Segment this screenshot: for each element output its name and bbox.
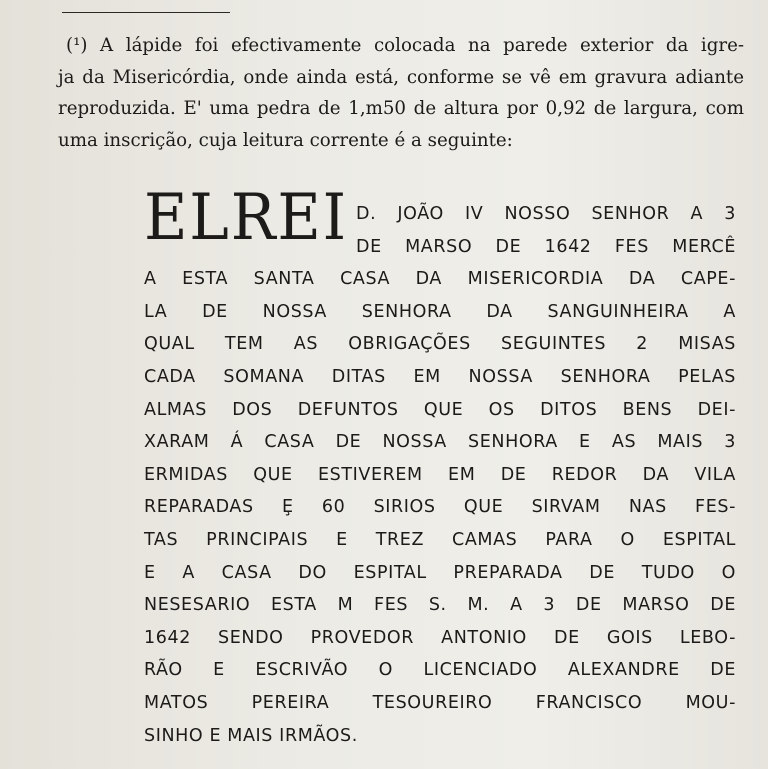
inscription-initial-word: ELREI — [144, 181, 349, 255]
inscription-line: ALMAS DOS DEFUNTOS QUE OS DITOS BENS DEI- — [144, 399, 736, 420]
inscription-line: QUAL TEM AS OBRIGAÇÕES SEGUINTES 2 MISAS — [144, 334, 736, 355]
inscription-line: RÃO E ESCRIVÃO O LICENCIADO ALEXANDRE DE — [144, 660, 736, 681]
inscription-line: 1642 SENDO PROVEDOR ANTONIO DE GOIS LEBO- — [144, 627, 736, 648]
inscription-line: MATOS PEREIRA TESOUREIRO FRANCISCO MOU- — [144, 692, 736, 713]
inscription-line: LA DE NOSSA SENHORA DA SANGUINHEIRA A — [144, 301, 736, 322]
inscription-text — [144, 198, 736, 752]
footnote-separator-rule — [62, 12, 230, 13]
footnote-line: uma inscrição, cuja leitura corrente é a seguinte: — [58, 129, 513, 151]
footnote-paragraph — [58, 30, 744, 156]
inscription-line: ERMIDAS QUE ESTIVEREM EM DE REDOR DA VILA — [144, 464, 736, 485]
inscription-line: DE MARSO DE 1642 FES MERCÊ — [356, 236, 736, 257]
inscription-line: REPARADAS Ȩ 60 SIRIOS QUE SIRVAM NAS FES- — [144, 497, 736, 518]
inscription-line: XARAM Á CASA DE NOSSA SENHORA E AS MAIS 3 — [144, 432, 736, 453]
inscription-line: SINHO E MAIS IRMÃOS. — [144, 725, 358, 746]
footnote-line: reproduzida. E' uma pedra de 1,m50 de altura por 0,92 de largura, com — [58, 98, 744, 119]
inscription-line: CADA SOMANA DITAS EM NOSSA SENHORA PELAS — [144, 366, 736, 387]
footnote-line: (¹) A lápide foi efectivamente colocada na parede exterior da igre- — [66, 35, 744, 56]
inscription-line: E A CASA DO ESPITAL PREPARADA DE TUDO O — [144, 562, 736, 583]
inscription-line: NESESARIO ESTA M FES S. M. A 3 DE MARSO DE — [144, 595, 736, 616]
inscription-line: D. JOÃO IV NOSSO SENHOR A 3 — [356, 204, 736, 224]
inscription-line: TAS PRINCIPAIS E TREZ CAMAS PARA O ESPITAL — [144, 529, 736, 550]
inscription-line: A ESTA SANTA CASA DA MISERICORDIA DA CAPE- — [144, 269, 736, 290]
footnote-line: ja da Misericórdia, onde ainda está, conforme se vê em gravura adiante — [58, 66, 744, 88]
